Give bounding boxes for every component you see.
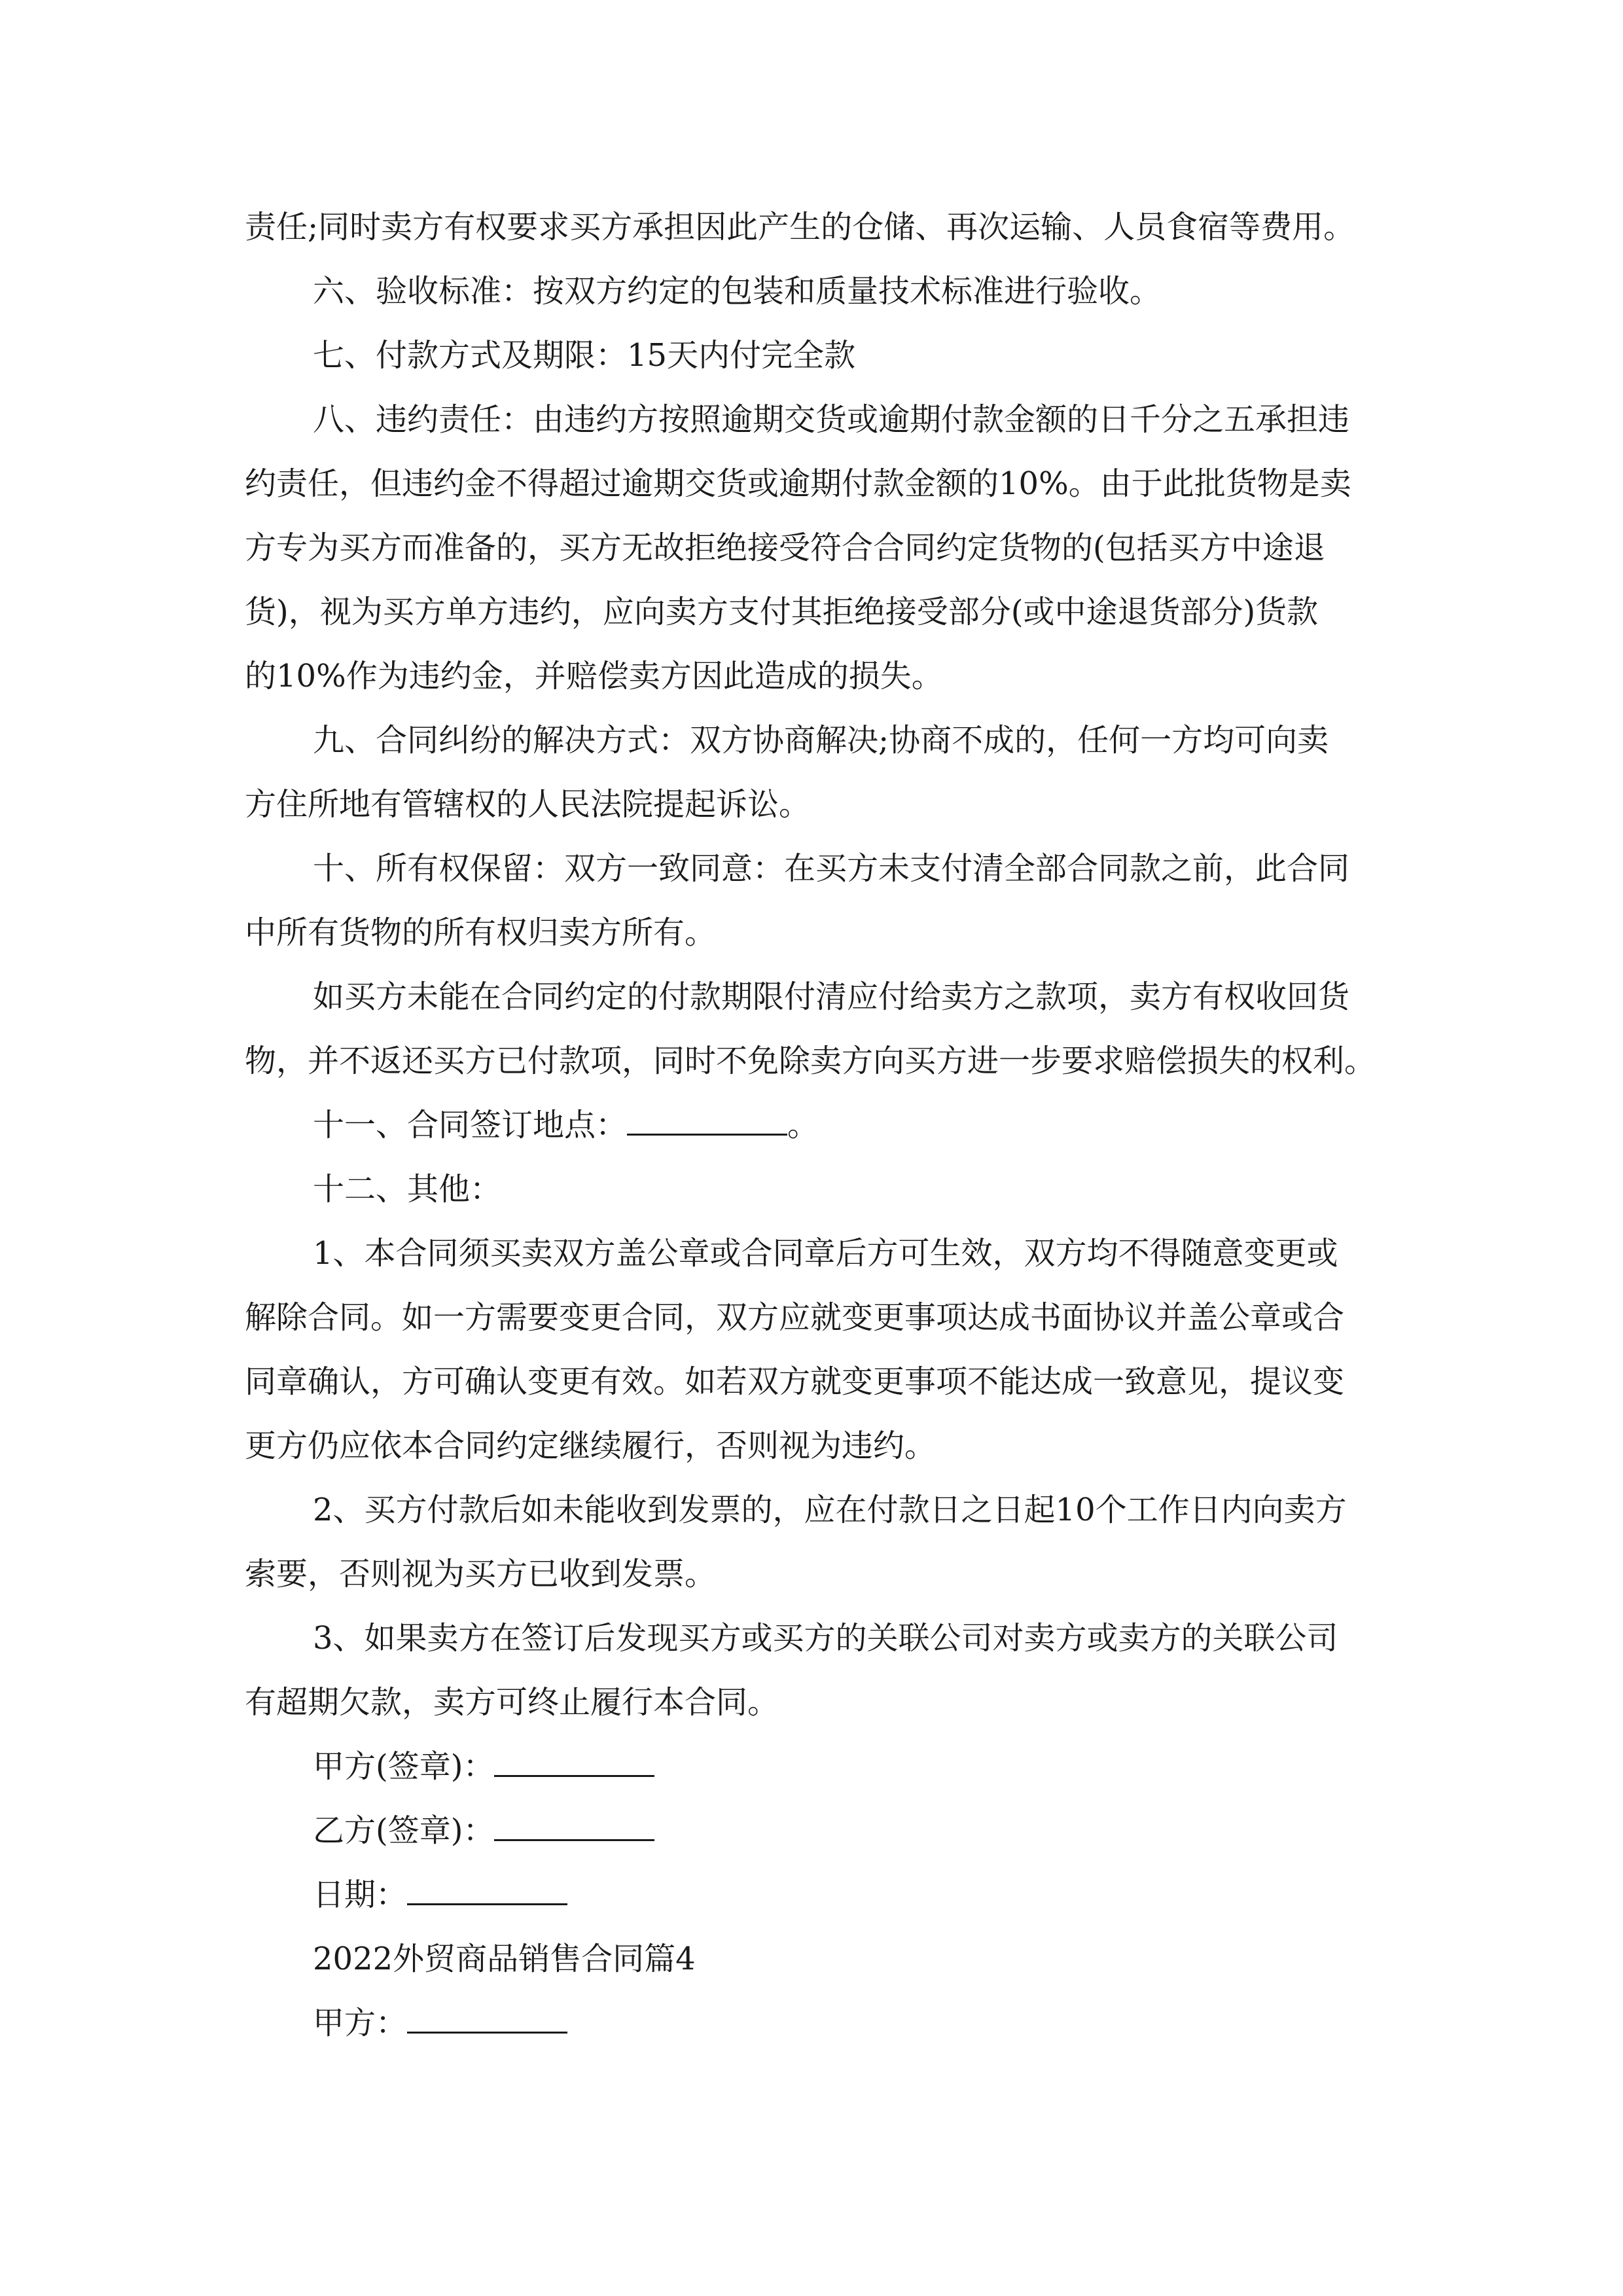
date-line bbox=[245, 1863, 1383, 1927]
signing-place-label: 十一、合同签订地点： bbox=[313, 1107, 628, 1143]
party-a-signature-line bbox=[245, 1734, 1383, 1799]
text-line: 责任;同时卖方有权要求买方承担因此产生的仓储、再次运输、人员食宿等费用。 bbox=[245, 209, 1355, 245]
text-line: 货)，视为买方单方违约，应向卖方支付其拒绝接受部分(或中途退货部分)货款 bbox=[245, 594, 1319, 630]
signing-place-blank bbox=[627, 1109, 787, 1136]
text-line: 方专为买方而准备的，买方无故拒绝接受符合合同约定货物的(包括买方中途退 bbox=[245, 529, 1325, 566]
text-line: 十、所有权保留：双方一致同意：在买方未支付清全部合同款之前，此合同 bbox=[313, 850, 1350, 887]
party-b-signature-label: 乙方(签章)： bbox=[313, 1812, 495, 1849]
text-line: 同章确认，方可确认变更有效。如若双方就变更事项不能达成一致意见，提议变 bbox=[245, 1363, 1345, 1400]
text-line: 1、本合同须买卖双方盖公章或合同章后方可生效，双方均不得随意变更或 bbox=[313, 1235, 1338, 1272]
date-label: 日期： bbox=[313, 1876, 408, 1913]
text-line: 如买方未能在合同约定的付款期限付清应付给卖方之款项，卖方有权收回货 bbox=[313, 978, 1350, 1015]
party-a-blank bbox=[407, 2007, 567, 2034]
party-a-signature-label: 甲方(签章)： bbox=[313, 1748, 495, 1785]
section-heading: 2022外贸商品销售合同篇4 bbox=[313, 1941, 696, 1977]
text-line: 3、如果卖方在签订后发现买方或买方的关联公司对卖方或卖方的关联公司 bbox=[313, 1620, 1338, 1657]
party-b-signature-blank bbox=[494, 1814, 654, 1841]
text-line: 八、违约责任：由违约方按照逾期交货或逾期付款金额的日千分之五承担违 bbox=[313, 401, 1350, 438]
text-line: 九、合同纠纷的解决方式：双方协商解决;协商不成的，任何一方均可向卖 bbox=[313, 722, 1329, 759]
party-a-signature-blank bbox=[494, 1750, 654, 1777]
text-line: 约责任，但违约金不得超过逾期交货或逾期付款金额的10%。由于此批货物是卖 bbox=[245, 465, 1351, 502]
party-a-label: 甲方： bbox=[313, 2005, 408, 2041]
text-line: 十二、其他： bbox=[313, 1171, 502, 1208]
signing-place-line bbox=[245, 1093, 1383, 1157]
text-line: 中所有货物的所有权归卖方所有。 bbox=[245, 914, 717, 951]
text-line: 解除合同。如一方需要变更合同，双方应就变更事项达成书面协议并盖公章或合 bbox=[245, 1299, 1345, 1336]
text-line: 方住所地有管辖权的人民法院提起诉讼。 bbox=[245, 786, 811, 823]
party-b-signature-line bbox=[245, 1799, 1383, 1863]
text-line: 有超期欠款，卖方可终止履行本合同。 bbox=[245, 1684, 779, 1721]
text-line: 索要，否则视为买方已收到发票。 bbox=[245, 1556, 717, 1592]
party-a-line bbox=[245, 1991, 1383, 2055]
text-line: 更方仍应依本合同约定继续履行，否则视为违约。 bbox=[245, 1427, 936, 1464]
document-page bbox=[245, 195, 1383, 2055]
text-line: 六、验收标准：按双方约定的包装和质量技术标准进行验收。 bbox=[313, 273, 1162, 310]
text-line: 2、买方付款后如未能收到发票的，应在付款日之日起10个工作日内向卖方 bbox=[313, 1492, 1347, 1528]
text-line: 的10%作为违约金，并赔偿卖方因此造成的损失。 bbox=[245, 658, 943, 694]
text-line: 物，并不返还买方已付款项，同时不免除卖方向买方进一步要求赔偿损失的权利。 bbox=[245, 1043, 1376, 1079]
text-line: 七、付款方式及期限：15天内付完全款 bbox=[313, 337, 856, 374]
signing-place-suffix: 。 bbox=[787, 1107, 819, 1143]
date-blank bbox=[407, 1878, 567, 1905]
